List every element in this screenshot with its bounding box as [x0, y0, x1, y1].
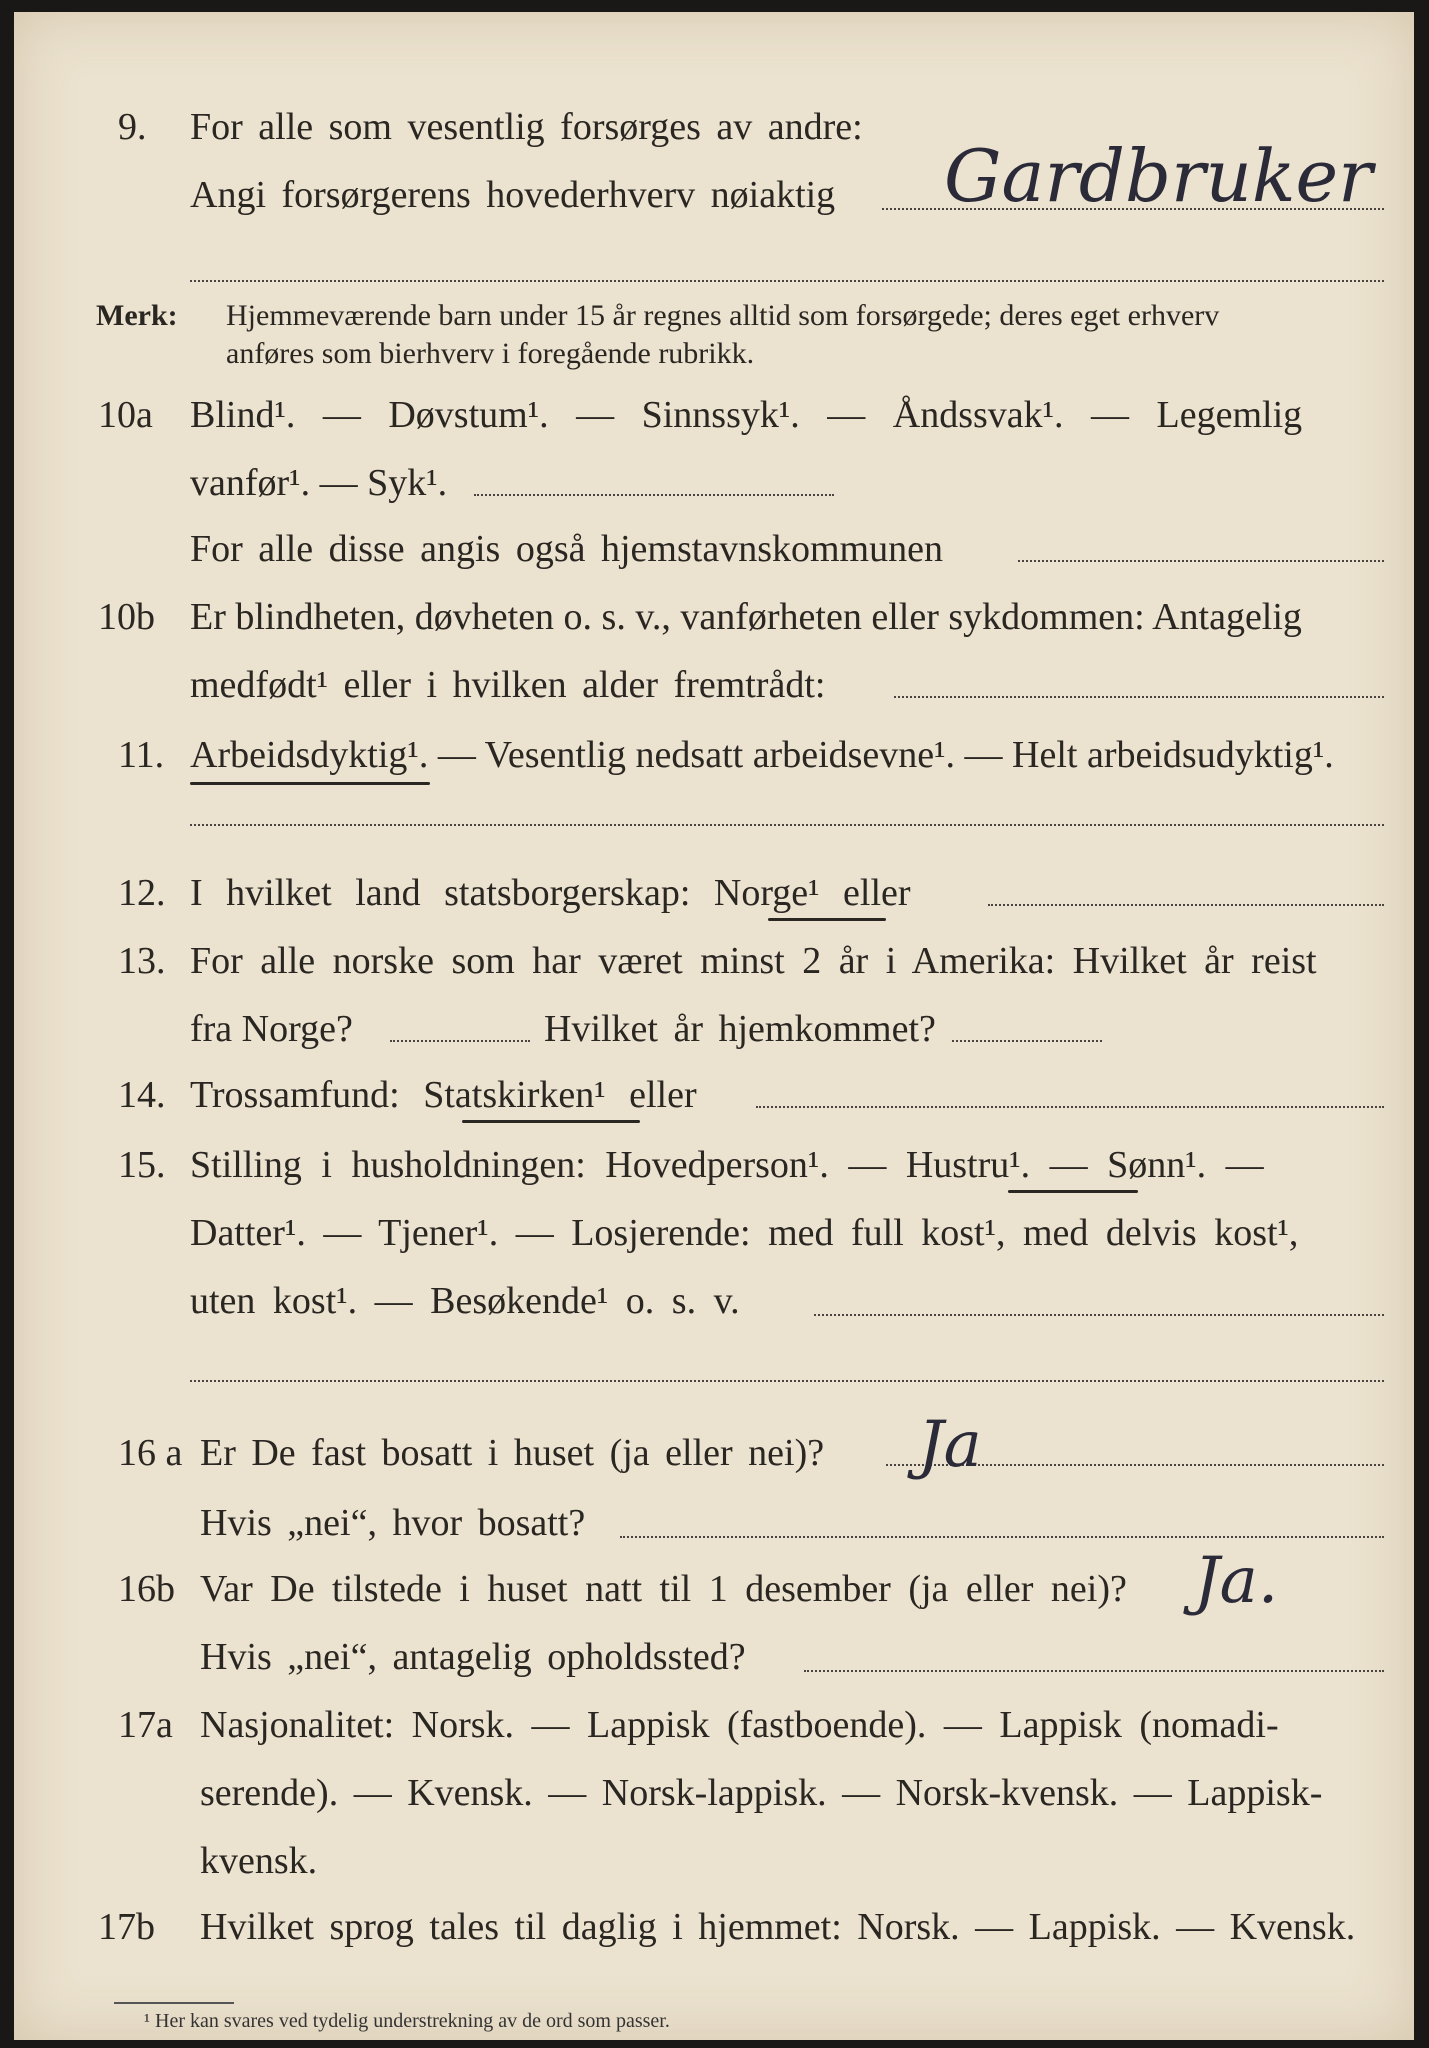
q11-number: 11. — [118, 734, 165, 776]
q17b-line1: Hvilket sprog tales til daglig i hjemmet: Norsk. — Lappisk. — Kvensk. — [200, 1906, 1356, 1948]
q17a-line1: Nasjonalitet: Norsk. — Lappisk (fastboende). — Lappisk (nomadi- — [200, 1704, 1279, 1746]
q10a-line2: vanfør¹. — Syk¹. — [190, 462, 448, 504]
q10b-answer-line[interactable] — [894, 696, 1384, 698]
merk-line2: anføres som bierhverv i foregående rubrikk. — [226, 337, 755, 370]
q15-number: 15. — [118, 1144, 166, 1186]
q11-selected-underline — [190, 782, 430, 785]
q10a-hjemstavn-line[interactable] — [1018, 560, 1384, 562]
q12-line1: I hvilket land statsborgerskap: Norge¹ eller — [190, 872, 911, 914]
q15-line3: uten kost¹. — Besøkende¹ o. s. v. — [190, 1280, 740, 1322]
q14-answer-line[interactable] — [756, 1106, 1384, 1108]
q16a-bosatt-line[interactable] — [620, 1536, 1384, 1538]
q13-line2a: fra Norge? — [190, 1008, 353, 1050]
q15-extra-line[interactable] — [190, 1380, 1384, 1382]
q13-hjemkommet-line[interactable] — [952, 1040, 1102, 1042]
q14-selected-underline — [462, 1120, 640, 1123]
census-form-page — [14, 12, 1414, 2040]
q17a-number: 17a — [118, 1704, 173, 1746]
q17a-line2: serende). — Kvensk. — Norsk-lappisk. — Norsk-kvensk. — Lappisk- — [200, 1772, 1323, 1814]
q10a-number: 10a — [98, 394, 153, 436]
q16b-line2: Hvis „nei“, antagelig opholdssted? — [200, 1636, 746, 1678]
q13-line2b: Hvilket år hjemkommet? — [544, 1008, 936, 1050]
q10a-line3: For alle disse angis også hjemstavnskommunen — [190, 528, 943, 570]
q10b-line2: medfødt¹ eller i hvilken alder fremtrådt: — [190, 664, 826, 706]
footnote-rule — [114, 2002, 234, 2004]
q17b-number: 17b — [98, 1906, 155, 1948]
q10b-number: 10b — [98, 596, 155, 638]
q16b-opholdssted-line[interactable] — [804, 1670, 1384, 1672]
q15-answer-line[interactable] — [814, 1314, 1384, 1316]
q9-line1: For alle som vesentlig forsørges av andre: — [190, 106, 863, 148]
q15-selected-underline — [1008, 1190, 1138, 1193]
q16b-line1: Var De tilstede i huset natt til 1 desember (ja eller nei)? — [200, 1568, 1127, 1610]
q10b-line1: Er blindheten, døvheten o. s. v., vanførheten eller sykdommen: Antagelig — [190, 596, 1302, 638]
q16b-number: 16b — [118, 1568, 175, 1610]
q11-line1: Arbeidsdyktig¹. — Vesentlig nedsatt arbeidsevne¹. — Helt arbeidsudyktig¹. — [190, 734, 1334, 776]
q13-line1: For alle norske som har været minst 2 år i Amerika: Hvilket år reist — [190, 940, 1317, 982]
q12-number: 12. — [118, 872, 166, 914]
q10a-line1: Blind¹. — Døvstum¹. — Sinnssyk¹. — Åndssvak¹. — Legemlig — [190, 394, 1303, 436]
q16a-line1: Er De fast bosatt i huset (ja eller nei)? — [200, 1432, 825, 1474]
merk-label: Merk: — [96, 299, 178, 332]
q13-number: 13. — [118, 940, 166, 982]
q16b-handwritten-answer: Ja. — [1194, 1544, 1279, 1618]
q9-handwritten-answer: Gardbruker — [944, 134, 1373, 218]
q15-line2: Datter¹. — Tjener¹. — Losjerende: med full kost¹, med delvis kost¹, — [190, 1212, 1299, 1254]
q14-number: 14. — [118, 1074, 166, 1116]
q10a-answer-line[interactable] — [474, 494, 834, 496]
q11-extra-line[interactable] — [190, 824, 1384, 826]
q16a-handwritten-answer: Ja — [918, 1408, 982, 1482]
footnote: ¹ Her kan svares ved tydelig understrekning av de ord som passer. — [144, 2010, 670, 2032]
q9-number: 9. — [118, 106, 147, 148]
q17a-line3: kvensk. — [200, 1840, 318, 1882]
q9-line2: Angi forsørgerens hovederhverv nøiaktig — [190, 174, 836, 216]
merk-line1: Hjemmeværende barn under 15 år regnes alltid som forsørgede; deres eget erhverv — [226, 299, 1220, 332]
q14-line1: Trossamfund: Statskirken¹ eller — [190, 1074, 697, 1116]
q12-selected-underline — [768, 918, 886, 921]
q16a-line2: Hvis „nei“, hvor bosatt? — [200, 1502, 586, 1544]
q12-answer-line[interactable] — [988, 904, 1384, 906]
q16a-number: 16 a — [118, 1432, 183, 1474]
q15-line1: Stilling i husholdningen: Hovedperson¹. — Hustru¹. — Sønn¹. — — [190, 1144, 1264, 1186]
q13-reist-line[interactable] — [390, 1040, 530, 1042]
q9-extra-line[interactable] — [190, 280, 1384, 282]
